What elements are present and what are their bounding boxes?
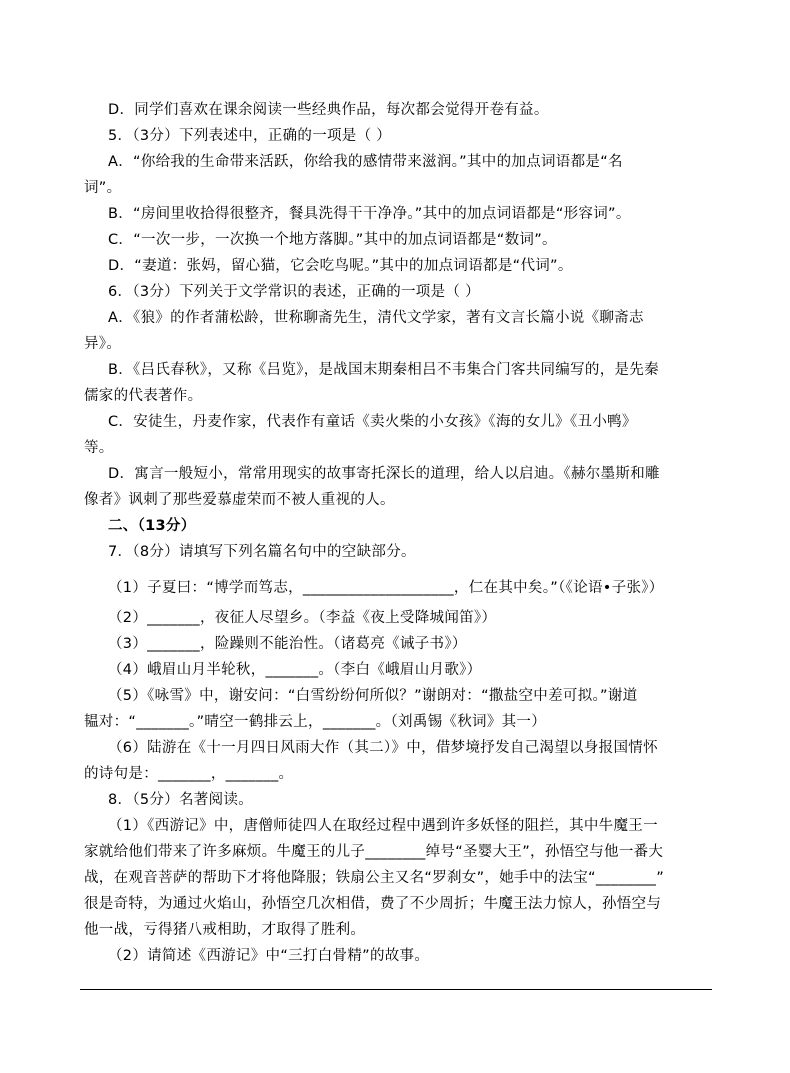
text-line: 等。 (84, 440, 114, 456)
question-7: 7．（8分）请填写下列名篇名句中的空缺部分。 (108, 544, 416, 560)
text-line: （2）_______，夜征人尽望乡。（李益《夜上受降城闻笛》） (108, 610, 497, 626)
text-line: （4）峨眉山月半轮秋，_______。（李白《峨眉山月歌》） (108, 662, 482, 678)
text-line: C．“一次一步，一次换一个地方落脚。”其中的加点词语都是“数词”。 (108, 232, 557, 248)
text-line: 战，在观音菩萨的帮助下才将他降服；铁扇公主又名“罗刹女”，她手中的法宝“________” (84, 870, 665, 886)
text-line: 异》。 (84, 336, 122, 352)
text-line: （1）《西游记》中，唐僧师徒四人在取经过程中遇到许多妖怪的阻拦，其中牛魔王一 (108, 818, 658, 834)
text-line: （3）_______，险躁则不能治性。（诸葛亮《诫子书》） (108, 636, 467, 652)
text-line: 家就给他们带来了许多麻烦。牛魔王的儿子________绰号“圣婴大王”，孙悟空与他一番大 (84, 844, 664, 860)
text-line: （1）子夏曰：“博学而笃志，____________________，仁在其中矣。”（《论语•子张》） (108, 580, 664, 596)
text-line: A．《狼》的作者蒲松龄，世称聊斋先生，清代文学家，著有文言长篇小说《聊斋志 (108, 310, 644, 326)
text-line: B．“房间里收拾得很整齐，餐具洗得干干净净。”其中的加点词语都是“形容词”。 (108, 206, 631, 222)
text-line: A．“你给我的生命带来活跃，你给我的感情带来滋润。”其中的加点词语都是“名 (108, 154, 623, 170)
text-line: 韫对：“_______。”晴空一鹤排云上，_______。（刘禹锡《秋词》其一） (84, 714, 547, 730)
text-line: D．“妻道：张妈，留心猫，它会吃鸟呢。”其中的加点词语都是“代词”。 (108, 258, 573, 274)
text-line: （6）陆游在《十一月四日风雨大作（其二）》中，借梦境抒发自己渴望以身报国情怀 (108, 740, 658, 756)
text-line: 的诗句是：_______，_______。 (84, 766, 294, 782)
question-5: 5．（3分）下列表述中，正确的一项是（ ） (108, 128, 392, 144)
text-line: D．寓言一般短小，常常用现实的故事寄托深长的道理，给人以启迪。《赫尔墨斯和雕 (108, 466, 660, 482)
text-line: 他一战，亏得猪八戒相助，才取得了胜利。 (84, 922, 366, 938)
section-heading: 二、（13分） (108, 518, 196, 534)
text-line: 儒家的代表著作。 (84, 388, 203, 404)
question-6: 6．（3分）下列关于文学常识的表述，正确的一项是（ ） (108, 284, 480, 300)
text-line: D．同学们喜欢在课余阅读一些经典作品，每次都会觉得开卷有益。 (108, 102, 549, 118)
text-line: 很是奇特，为通过火焰山，孙悟空几次相借，费了不少周折；牛魔王法力惊人，孙悟空与 (84, 896, 662, 912)
page-bottom-rule (80, 989, 712, 990)
text-line: （5）《咏雪》中，谢安问：“白雪纷纷何所似？”谢朗对：“撒盐空中差可拟。”谢道 (108, 688, 638, 704)
text-line: C．安徒生，丹麦作家，代表作有童话《卖火柴的小女孩》《海的女儿》《丑小鸭》 (108, 414, 637, 430)
text-line: B．《吕氏春秋》，又称《吕览》，是战国末期秦相吕不韦集合门客共同编写的，是先秦 (108, 362, 659, 378)
text-line: （2）请简述《西游记》中“三打白骨精”的故事。 (108, 948, 430, 964)
question-8: 8．（5分）名著阅读。 (108, 792, 253, 808)
text-line: 像者》讽刺了那些爱慕虚荣而不被人重视的人。 (84, 492, 395, 508)
text-line: 词”。 (84, 180, 122, 196)
